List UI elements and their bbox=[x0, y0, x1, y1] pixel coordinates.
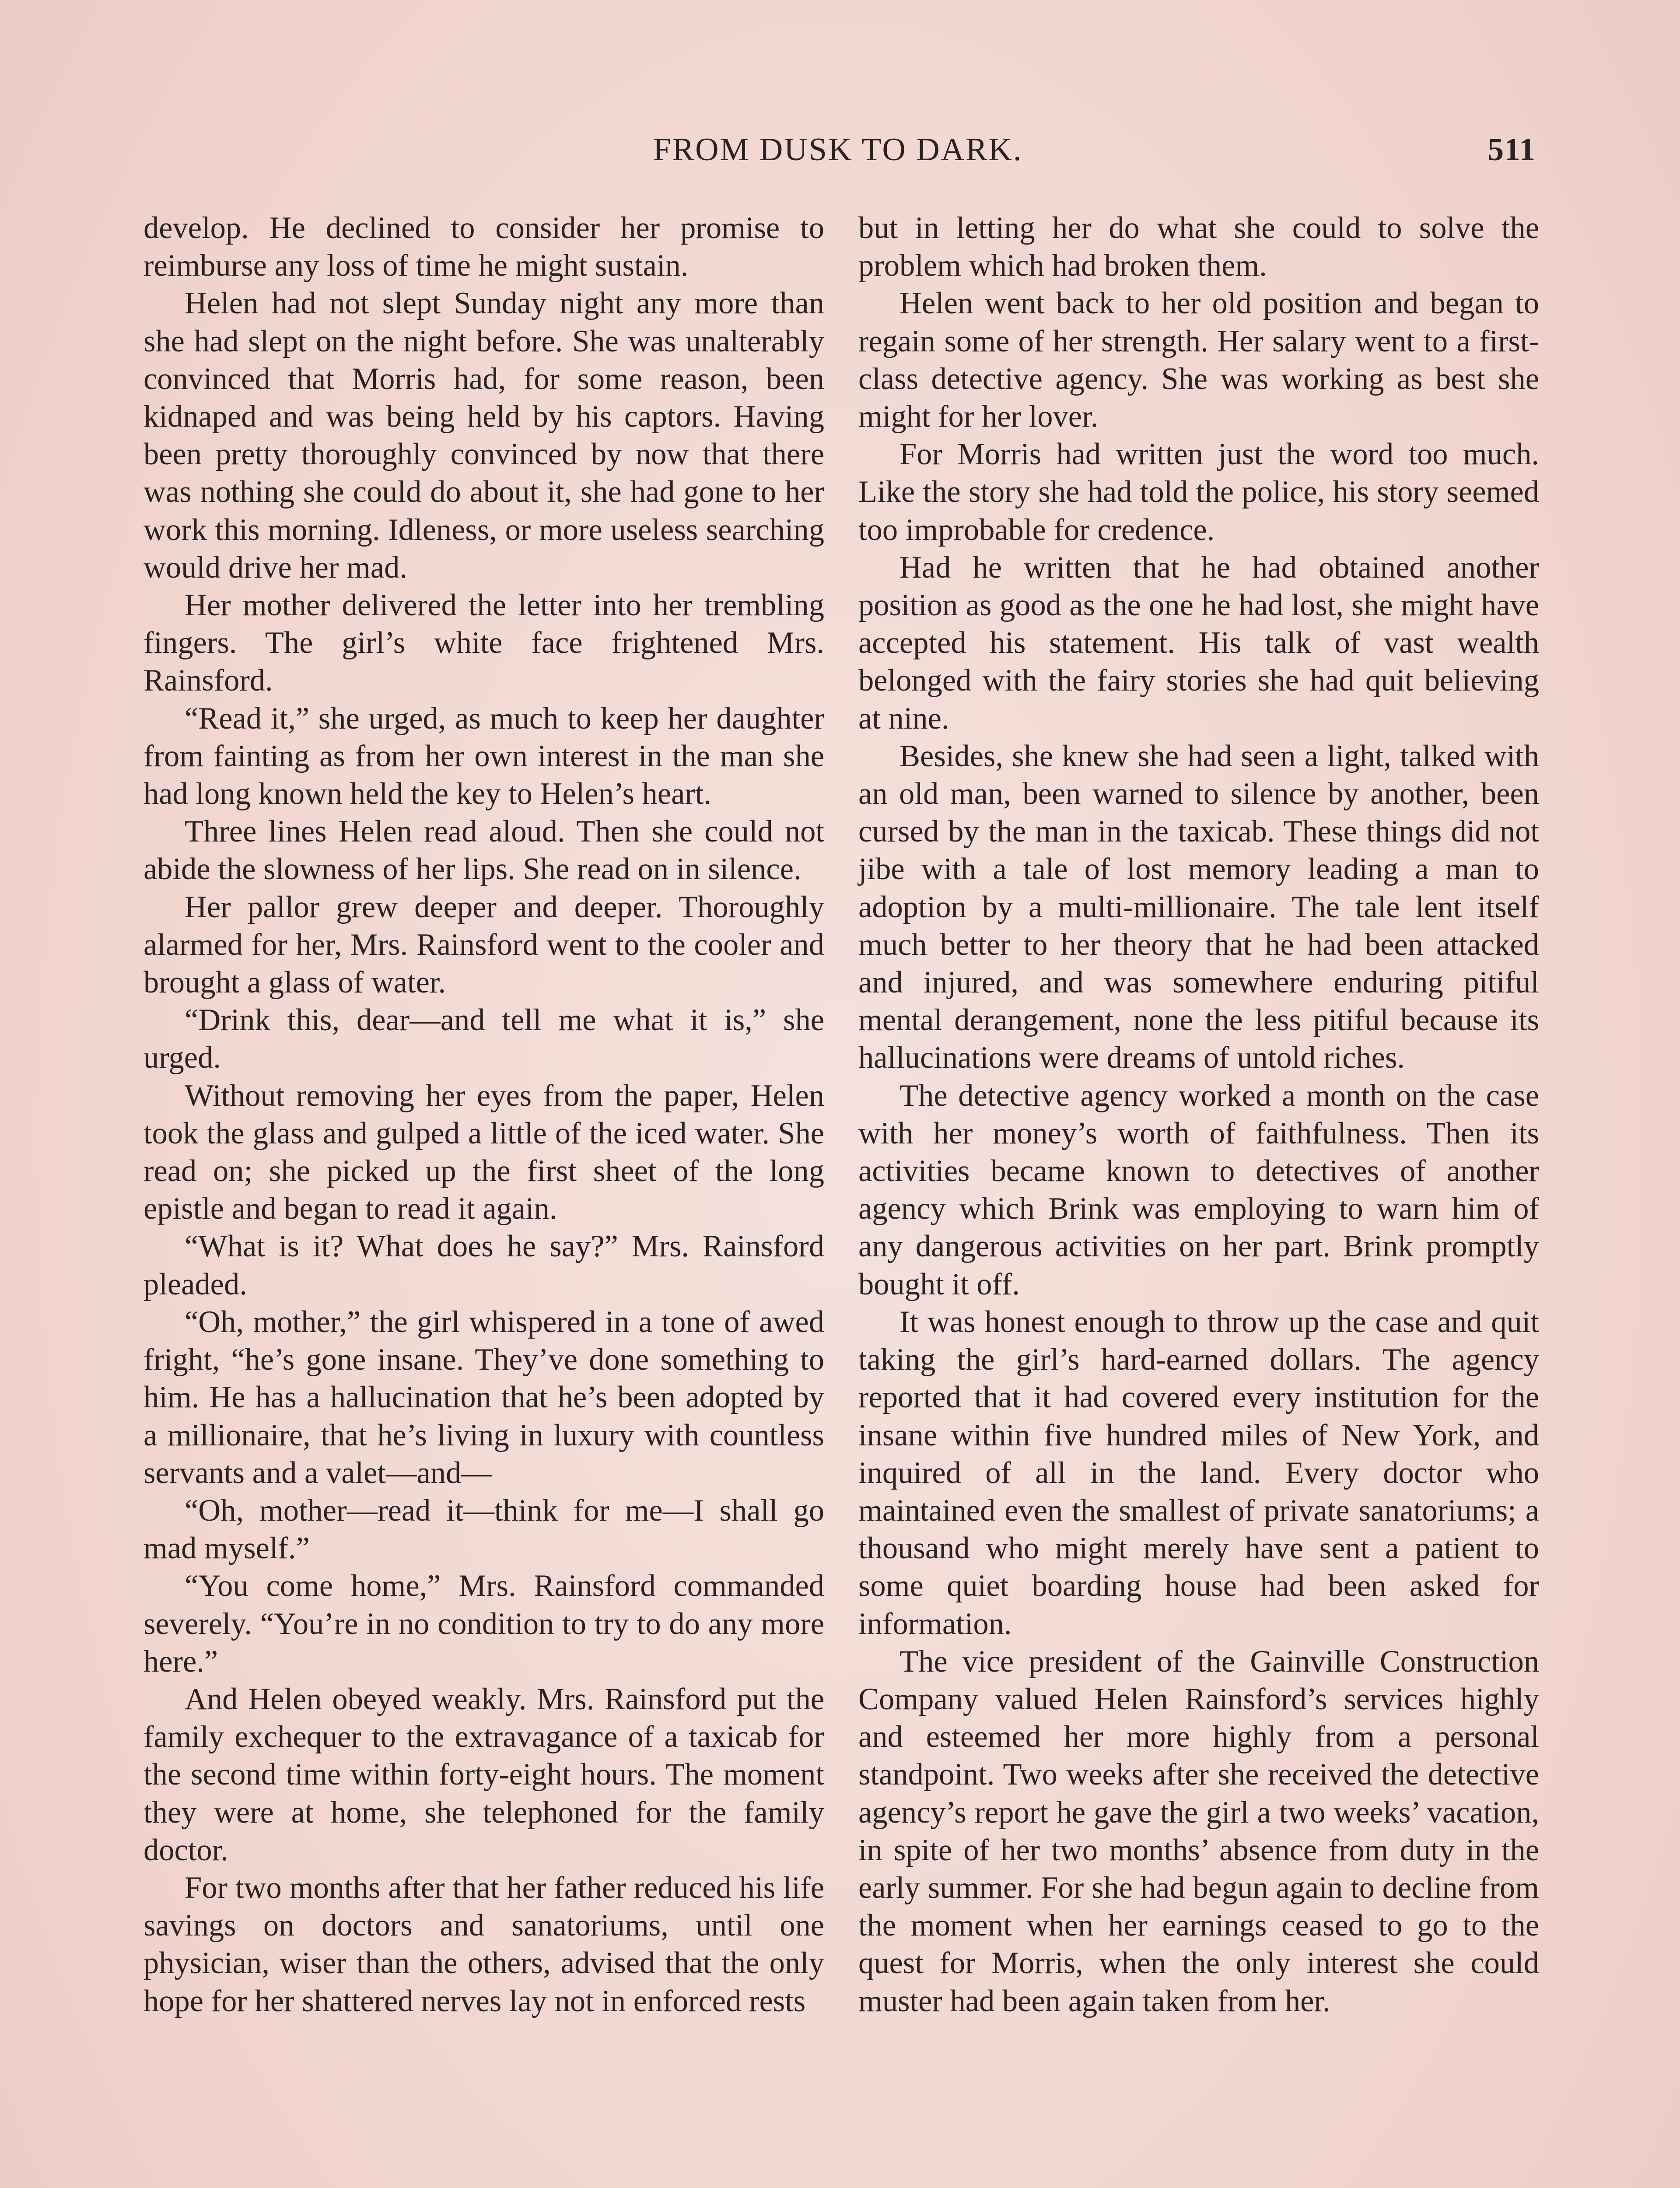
paragraph: develop. He declined to consider her promise to reimburse any loss of time he might sustain. bbox=[144, 211, 824, 283]
paragraph: “What is it? What does he say?” Mrs. Rainsford pleaded. bbox=[144, 1229, 824, 1301]
running-head bbox=[140, 131, 1536, 179]
right-column bbox=[858, 209, 1539, 2020]
paragraph: “Drink this, dear—and tell me what it is,” she urged. bbox=[144, 1003, 824, 1075]
paragraph: It was honest enough to throw up the case and quit taking the girl’s hard-earned dollars. The agency reported that it had covered every institution for the insane within five hundred miles of New York, and inquired of all in the land. Every doctor who maintained even the smallest of private sanatoriums; a thousand who might merely have sent a patient to some quiet boarding house had been asked for information. bbox=[858, 1304, 1539, 1641]
paragraph: Her mother delivered the letter into her trembling fingers. The girl’s white face frightened Mrs. Rainsford. bbox=[144, 588, 824, 698]
text-columns bbox=[144, 209, 1539, 2188]
paragraph: Helen went back to her old position and began to regain some of her strength. Her salary went to a first-class detective agency. She was working as best she might for her lover. bbox=[858, 286, 1539, 434]
paragraph: “Read it,” she urged, as much to keep her daughter from fainting as from her own interest in the man she had long known held the key to Helen’s heart. bbox=[144, 701, 824, 811]
paragraph: Had he written that he had obtained another position as good as the one he had lost, she might have accepted his statement. His talk of vast wealth belonged with the fairy stories she had quit believing at nine. bbox=[858, 550, 1539, 736]
paragraph: “You come home,” Mrs. Rainsford commanded severely. “You’re in no condition to try to do any more here.” bbox=[144, 1569, 824, 1679]
running-title: FROM DUSK TO DARK. bbox=[653, 132, 1023, 168]
paragraph: Three lines Helen read aloud. Then she could not abide the slowness of her lips. She read on in silence. bbox=[144, 814, 824, 887]
paragraph: For two months after that her father reduced his life savings on doctors and sanatoriums, until one physician, wiser than the others, advised that the only hope for her shattered nerves lay not in enforced rests bbox=[144, 1870, 824, 2018]
paragraph: The vice president of the Gainville Construction Company valued Helen Rainsford’s services highly and esteemed her more highly from a personal standpoint. Two weeks after she received the detective agency’s report he gave the girl a two weeks’ vacation, in spite of her two months’ absence from duty in the early summer. For she had begun again to decline from the moment when her earnings ceased to go to the quest for Morris, when the only interest she could muster had been again taken from her. bbox=[858, 1644, 1539, 2018]
page-number: 511 bbox=[1488, 132, 1536, 168]
left-column bbox=[144, 209, 824, 2020]
paragraph: but in letting her do what she could to solve the problem which had broken them. bbox=[858, 211, 1539, 283]
paragraph: And Helen obeyed weakly. Mrs. Rainsford put the family exchequer to the extravagance of a taxicab for the second time within forty-eight hours. The moment they were at home, she telephoned for the family doctor. bbox=[144, 1682, 824, 1867]
paragraph: “Oh, mother—read it—think for me—I shall go mad myself.” bbox=[144, 1493, 824, 1566]
paragraph: The detective agency worked a month on the case with her money’s worth of faithfulness. Then its activities became known to detectives of another agency which Brink was employing to warn him of any dangerous activities on her part. Brink promptly bought it off. bbox=[858, 1078, 1539, 1301]
paragraph: Her pallor grew deeper and deeper. Thoroughly alarmed for her, Mrs. Rainsford went to the cooler and brought a glass of water. bbox=[144, 890, 824, 1000]
paragraph: “Oh, mother,” the girl whispered in a tone of awed fright, “he’s gone insane. They’ve done something to him. He has a hallucination that he’s been adopted by a millionaire, that he’s living in luxury with countless servants and a valet—and— bbox=[144, 1304, 824, 1490]
paragraph: Helen had not slept Sunday night any more than she had slept on the night before. She was unalterably convinced that Morris had, for some reason, been kidnaped and was being held by his captors. Having been pretty thoroughly convinced by now that there was nothing she could do about it, she had gone to her work this morning. Idleness, or more useless searching would drive her mad. bbox=[144, 286, 824, 585]
paragraph: For Morris had written just the word too much. Like the story she had told the police, his story seemed too improbable for credence. bbox=[858, 437, 1539, 547]
paragraph: Besides, she knew she had seen a light, talked with an old man, been warned to silence by another, been cursed by the man in the taxicab. These things did not jibe with a tale of lost memory leading a man to adoption by a multi-millionaire. The tale lent itself much better to her theory that he had been attacked and injured, and was somewhere enduring pitiful mental derangement, none the less pitiful because its hallucinations were dreams of untold riches. bbox=[858, 739, 1539, 1075]
paragraph: Without removing her eyes from the paper, Helen took the glass and gulped a little of the iced water. She read on; she picked up the first sheet of the long epistle and began to read it again. bbox=[144, 1078, 824, 1226]
